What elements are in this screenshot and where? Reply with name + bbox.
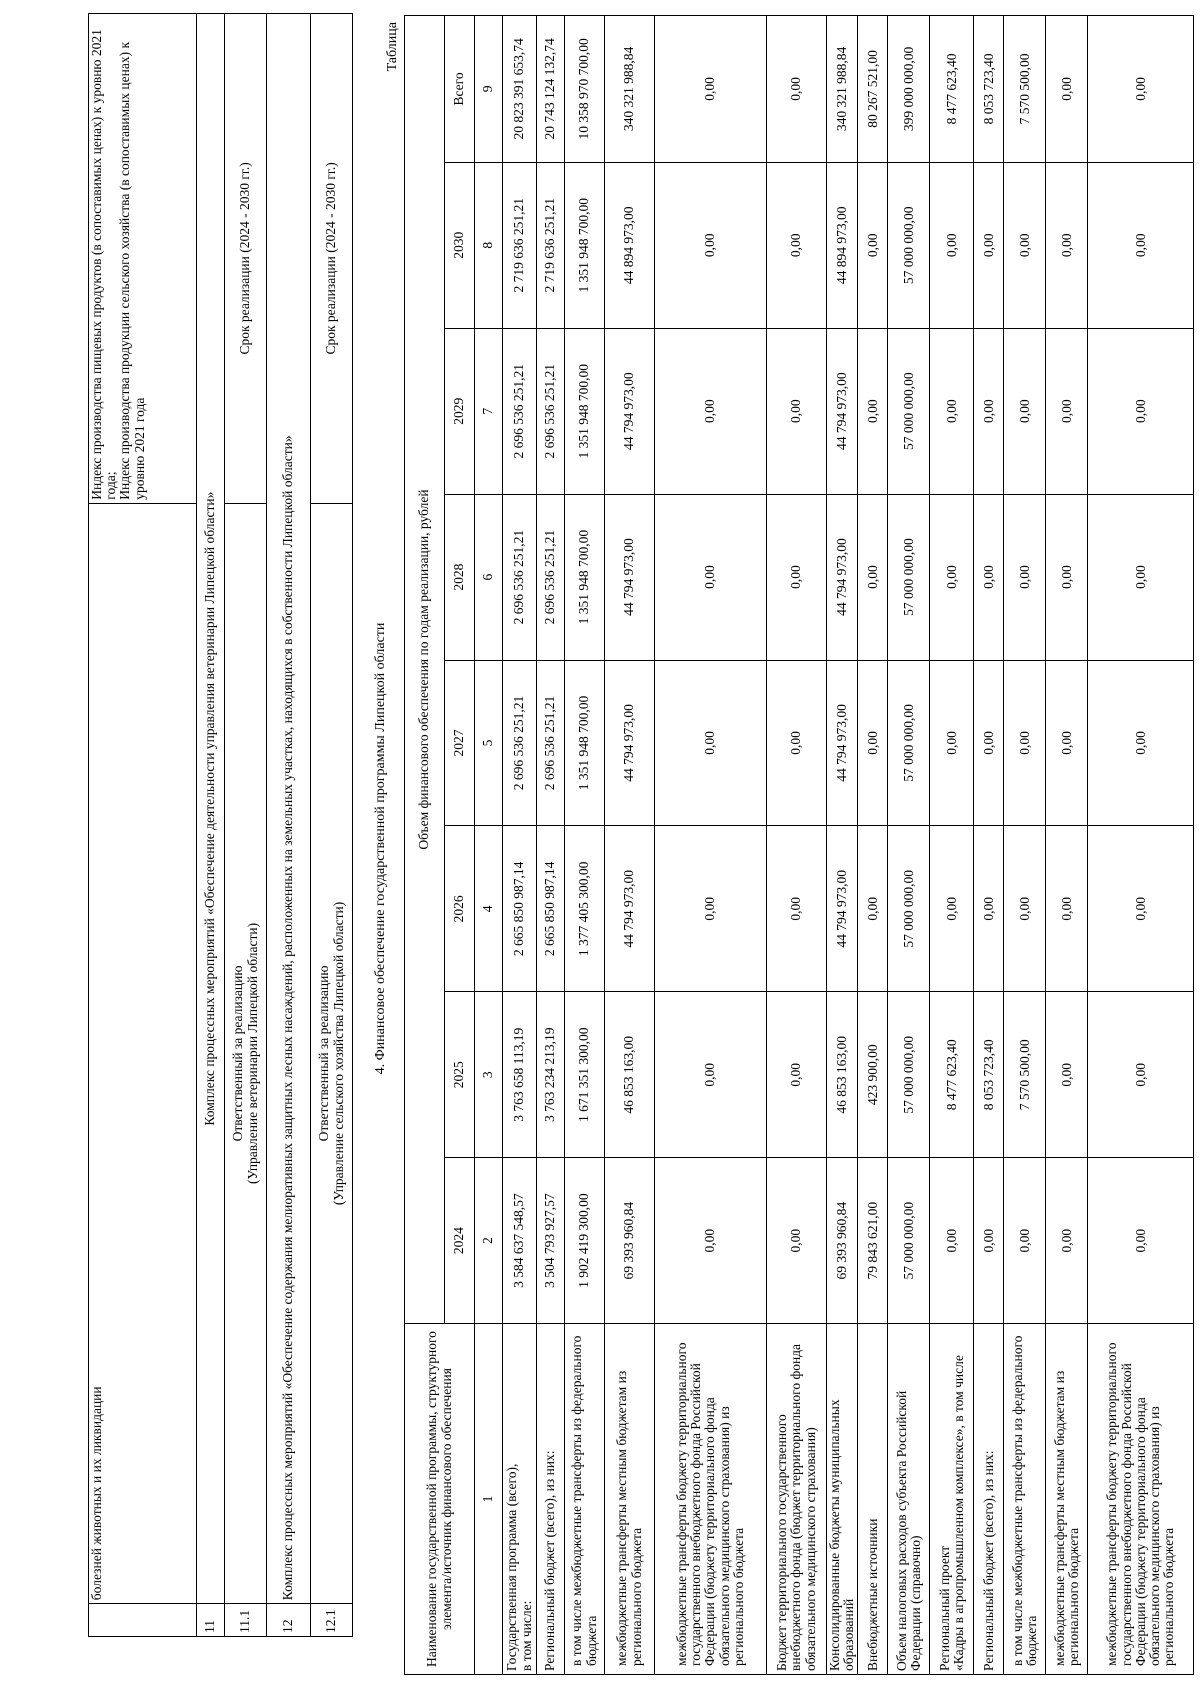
row-name-cell: Региональный проект «Кадры в агропромышленном комплексе», в том числе [930,1324,974,1675]
responsible-cell: Ответственный за реализацию (Управление сельского хозяйства Липецкой области) [311,503,353,1603]
value-cell: 0,00 [1004,826,1046,992]
value-cell: 44 794 973,00 [605,660,655,826]
value-cell: 1 351 948 700,00 [565,162,605,328]
value-cell: 0,00 [767,660,827,826]
table-label: Таблица [385,22,400,72]
row-number-cell [89,1604,197,1637]
value-cell: 1 351 948 700,00 [565,494,605,660]
value-cell: 7 570 500,00 [1004,992,1046,1158]
row-name-cell: в том числе межбюджетные трансферты из федерального бюджета [1004,1324,1046,1675]
value-cell: 20 743 124 132,74 [537,16,565,163]
value-cell: 1 902 419 300,00 [565,1158,605,1324]
table-row [503,16,537,1675]
value-cell: 3 763 234 213,19 [537,992,565,1158]
value-cell: 44 794 973,00 [827,328,858,494]
value-cell: 44 794 973,00 [605,494,655,660]
year-header-cell: 2024 [445,1158,475,1324]
value-cell: 20 823 391 653,74 [503,16,537,163]
value-cell: 2 665 850 987,14 [503,826,537,992]
row-number-cell: 11.1 [225,1604,267,1637]
year-header-cell: 2025 [445,992,475,1158]
table-row [1088,16,1194,1675]
table-row [225,14,267,1637]
table-row [311,14,353,1637]
table-row [827,16,858,1675]
value-cell: 0,00 [974,494,1004,660]
value-cell: 44 794 973,00 [605,328,655,494]
value-cell: 0,00 [930,826,974,992]
value-cell: 2 696 536 251,21 [503,660,537,826]
table-row [930,16,974,1675]
value-cell: 8 477 623,40 [930,992,974,1158]
row-name-cell: межбюджетные трансферты бюджету территориального государственного внебюджетного фонда Российской Федерации (бюджету территориального фонда обязательного медицинского страхования) из регионального бюджета [655,1324,767,1675]
value-cell: 44 794 973,00 [605,826,655,992]
section-title: 4. Финансовое обеспечение государственной программы Липецкой области [373,622,388,1075]
header-name-cell: Наименование государственной программы, структурного элемента/источник финансового обеспечения [405,1324,475,1675]
indicator-cell: Индекс производства пищевых продуктов (в сопоставимых ценах) к уровню 2021 года; Индекс производства продукции сельского хозяйства (в сопоставимых ценах) к уровню 2021 года [89,14,197,504]
value-cell: 0,00 [1046,16,1088,163]
row-name-cell: Региональный бюджет (всего), из них: [537,1324,565,1675]
value-cell: 80 267 521,00 [858,16,888,163]
value-cell: 0,00 [655,1158,767,1324]
row-number-cell: 11 [197,1604,225,1637]
value-cell: 46 853 163,00 [605,992,655,1158]
value-cell: 2 696 536 251,21 [503,494,537,660]
table-row [267,14,311,1637]
value-cell: 1 671 351 300,00 [565,992,605,1158]
value-cell: 57 000 000,00 [888,328,930,494]
column-number-cell: 8 [475,162,503,328]
value-cell: 0,00 [767,494,827,660]
value-cell: 0,00 [1088,494,1194,660]
column-number-cell: 9 [475,16,503,163]
row-name-cell: Бюджет территориального государственного внебюджетного фонда (бюджет территориального фонда обязательного медицинского страхования) [767,1324,827,1675]
value-cell: 0,00 [930,1158,974,1324]
financing-table [404,15,1194,1675]
table-row [197,14,225,1637]
value-cell: 44 894 973,00 [605,162,655,328]
value-cell: 0,00 [858,494,888,660]
column-number-cell: 5 [475,660,503,826]
table-row [89,14,197,1637]
value-cell: 8 053 723,40 [974,992,1004,1158]
table-row [858,16,888,1675]
value-cell: 69 393 960,84 [827,1158,858,1324]
value-cell: 2 696 536 251,21 [537,660,565,826]
value-cell: 0,00 [1046,1158,1088,1324]
row-name-cell: межбюджетные трансферты местным бюджетам из регионального бюджета [605,1324,655,1675]
value-cell: 0,00 [655,494,767,660]
row-name-cell: межбюджетные трансферты бюджету территориального государственного внебюджетного фонда Российской Федерации (бюджету территориального фонда обязательного медицинского страхования) из регионального бюджета [1088,1324,1194,1675]
value-cell: 0,00 [1088,660,1194,826]
value-cell: 0,00 [974,162,1004,328]
column-number-row [475,16,503,1675]
value-cell: 0,00 [1088,162,1194,328]
value-cell: 0,00 [1046,826,1088,992]
value-cell: 2 665 850 987,14 [537,826,565,992]
value-cell: 8 053 723,40 [974,16,1004,163]
value-cell: 46 853 163,00 [827,992,858,1158]
value-cell: 0,00 [1088,328,1194,494]
value-cell: 399 000 000,00 [888,16,930,163]
row-name-cell: Консолидированные бюджеты муниципальных образований [827,1324,858,1675]
table-row [974,16,1004,1675]
column-number-cell: 3 [475,992,503,1158]
value-cell: 0,00 [1088,16,1194,163]
value-cell: 69 393 960,84 [605,1158,655,1324]
value-cell: 0,00 [858,660,888,826]
value-cell: 44 894 973,00 [827,162,858,328]
value-cell: 57 000 000,00 [888,494,930,660]
value-cell: 0,00 [1046,162,1088,328]
year-header-cell: 2030 [445,162,475,328]
row-name-cell: Объем налоговых расходов субъекта Российской Федерации (справочно) [888,1324,930,1675]
value-cell: 57 000 000,00 [888,992,930,1158]
value-cell: 0,00 [974,660,1004,826]
value-cell: 44 794 973,00 [827,660,858,826]
year-header-cell: 2028 [445,494,475,660]
value-cell: 0,00 [974,826,1004,992]
table-row [537,16,565,1675]
value-cell: 0,00 [1004,660,1046,826]
responsible-cell: Ответственный за реализацию (Управление ветеринарии Липецкой области) [225,503,267,1603]
row-number-cell: 12 [267,1604,311,1637]
value-cell: 0,00 [858,826,888,992]
value-cell: 0,00 [767,992,827,1158]
value-cell: 44 794 973,00 [827,494,858,660]
value-cell: 1 351 948 700,00 [565,328,605,494]
value-cell: 0,00 [974,1158,1004,1324]
value-cell: 1 351 948 700,00 [565,660,605,826]
table-row [605,16,655,1675]
year-header-cell: Всего [445,16,475,163]
value-cell: 10 358 970 700,00 [565,16,605,163]
value-cell: 0,00 [655,16,767,163]
value-cell: 0,00 [767,162,827,328]
value-cell: 0,00 [974,328,1004,494]
value-cell: 0,00 [858,162,888,328]
value-cell: 7 570 500,00 [1004,16,1046,163]
value-cell: 0,00 [655,162,767,328]
value-cell: 0,00 [1046,494,1088,660]
header-row [405,16,445,1675]
value-cell: 3 504 793 927,57 [537,1158,565,1324]
value-cell: 0,00 [655,826,767,992]
value-cell: 0,00 [930,494,974,660]
table-row [655,16,767,1675]
value-cell: 423 900,00 [858,992,888,1158]
value-cell: 0,00 [1046,660,1088,826]
value-cell: 2 696 536 251,21 [537,328,565,494]
header-group-cell: Объем финансового обеспечения по годам реализации, рублей [405,16,445,1324]
value-cell: 0,00 [1004,328,1046,494]
value-cell: 0,00 [1088,826,1194,992]
complex-title-cell: Комплекс процессных мероприятий «Обеспечение содержания мелиоративных защитных лесных насаждений, расположенных на земельных участках, находящихся в собственности Липецкой области» [267,14,311,1604]
value-cell: 0,00 [930,328,974,494]
value-cell: 340 321 988,84 [827,16,858,163]
value-cell: 2 719 636 251,21 [537,162,565,328]
value-cell: 0,00 [858,328,888,494]
term-cell: Срок реализации (2024 - 2030 гг.) [225,14,267,504]
value-cell: 0,00 [767,826,827,992]
value-cell: 1 377 405 300,00 [565,826,605,992]
value-cell: 2 696 536 251,21 [503,328,537,494]
value-cell: 0,00 [1046,992,1088,1158]
value-cell: 8 477 623,40 [930,16,974,163]
value-cell: 0,00 [767,16,827,163]
value-cell: 0,00 [1046,328,1088,494]
value-cell: 3 763 658 113,19 [503,992,537,1158]
value-cell: 0,00 [655,992,767,1158]
value-cell: 0,00 [930,660,974,826]
value-cell: 2 696 536 251,21 [537,494,565,660]
year-header-cell: 2027 [445,660,475,826]
column-number-cell: 7 [475,328,503,494]
value-cell: 0,00 [1004,1158,1046,1324]
year-header-cell: 2026 [445,826,475,992]
column-number-cell: 2 [475,1158,503,1324]
value-cell: 0,00 [655,660,767,826]
value-cell: 0,00 [655,328,767,494]
column-number-cell: 4 [475,826,503,992]
row-name-cell: Внебюджетные источники [858,1324,888,1675]
value-cell: 57 000 000,00 [888,826,930,992]
column-number-cell: 6 [475,494,503,660]
value-cell: 0,00 [1088,992,1194,1158]
row-name-cell: Региональный бюджет (всего), из них: [974,1324,1004,1675]
value-cell: 0,00 [930,162,974,328]
value-cell: 57 000 000,00 [888,162,930,328]
table-row [1004,16,1046,1675]
row-name-cell: межбюджетные трансферты местным бюджетам из регионального бюджета [1046,1324,1088,1675]
value-cell: 340 321 988,84 [605,16,655,163]
table-row [767,16,827,1675]
value-cell: 0,00 [767,1158,827,1324]
value-cell: 0,00 [1004,162,1046,328]
program-structure-table [88,13,353,1637]
row-number-cell: 12.1 [311,1604,353,1637]
table-row [888,16,930,1675]
value-cell: 79 843 621,00 [858,1158,888,1324]
complex-title-cell: Комплекс процессных мероприятий «Обеспечение деятельности управления ветеринарии Липецкой области» [197,14,225,1604]
value-cell: 0,00 [767,328,827,494]
table-row [565,16,605,1675]
value-cell: 0,00 [1004,494,1046,660]
term-cell: Срок реализации (2024 - 2030 гг.) [311,14,353,504]
row-name-cell: Государственная программа (всего), в том числе: [503,1324,537,1675]
column-number-cell: 1 [475,1324,503,1675]
value-cell: 3 584 637 548,57 [503,1158,537,1324]
value-cell: 57 000 000,00 [888,660,930,826]
value-cell: 2 719 636 251,21 [503,162,537,328]
task-cell: болезней животных и их ликвидации [89,503,197,1603]
value-cell: 57 000 000,00 [888,1158,930,1324]
year-header-cell: 2029 [445,328,475,494]
table-row [1046,16,1088,1675]
value-cell: 44 794 973,00 [827,826,858,992]
value-cell: 0,00 [1088,1158,1194,1324]
row-name-cell: в том числе межбюджетные трансферты из федерального бюджета [565,1324,605,1675]
